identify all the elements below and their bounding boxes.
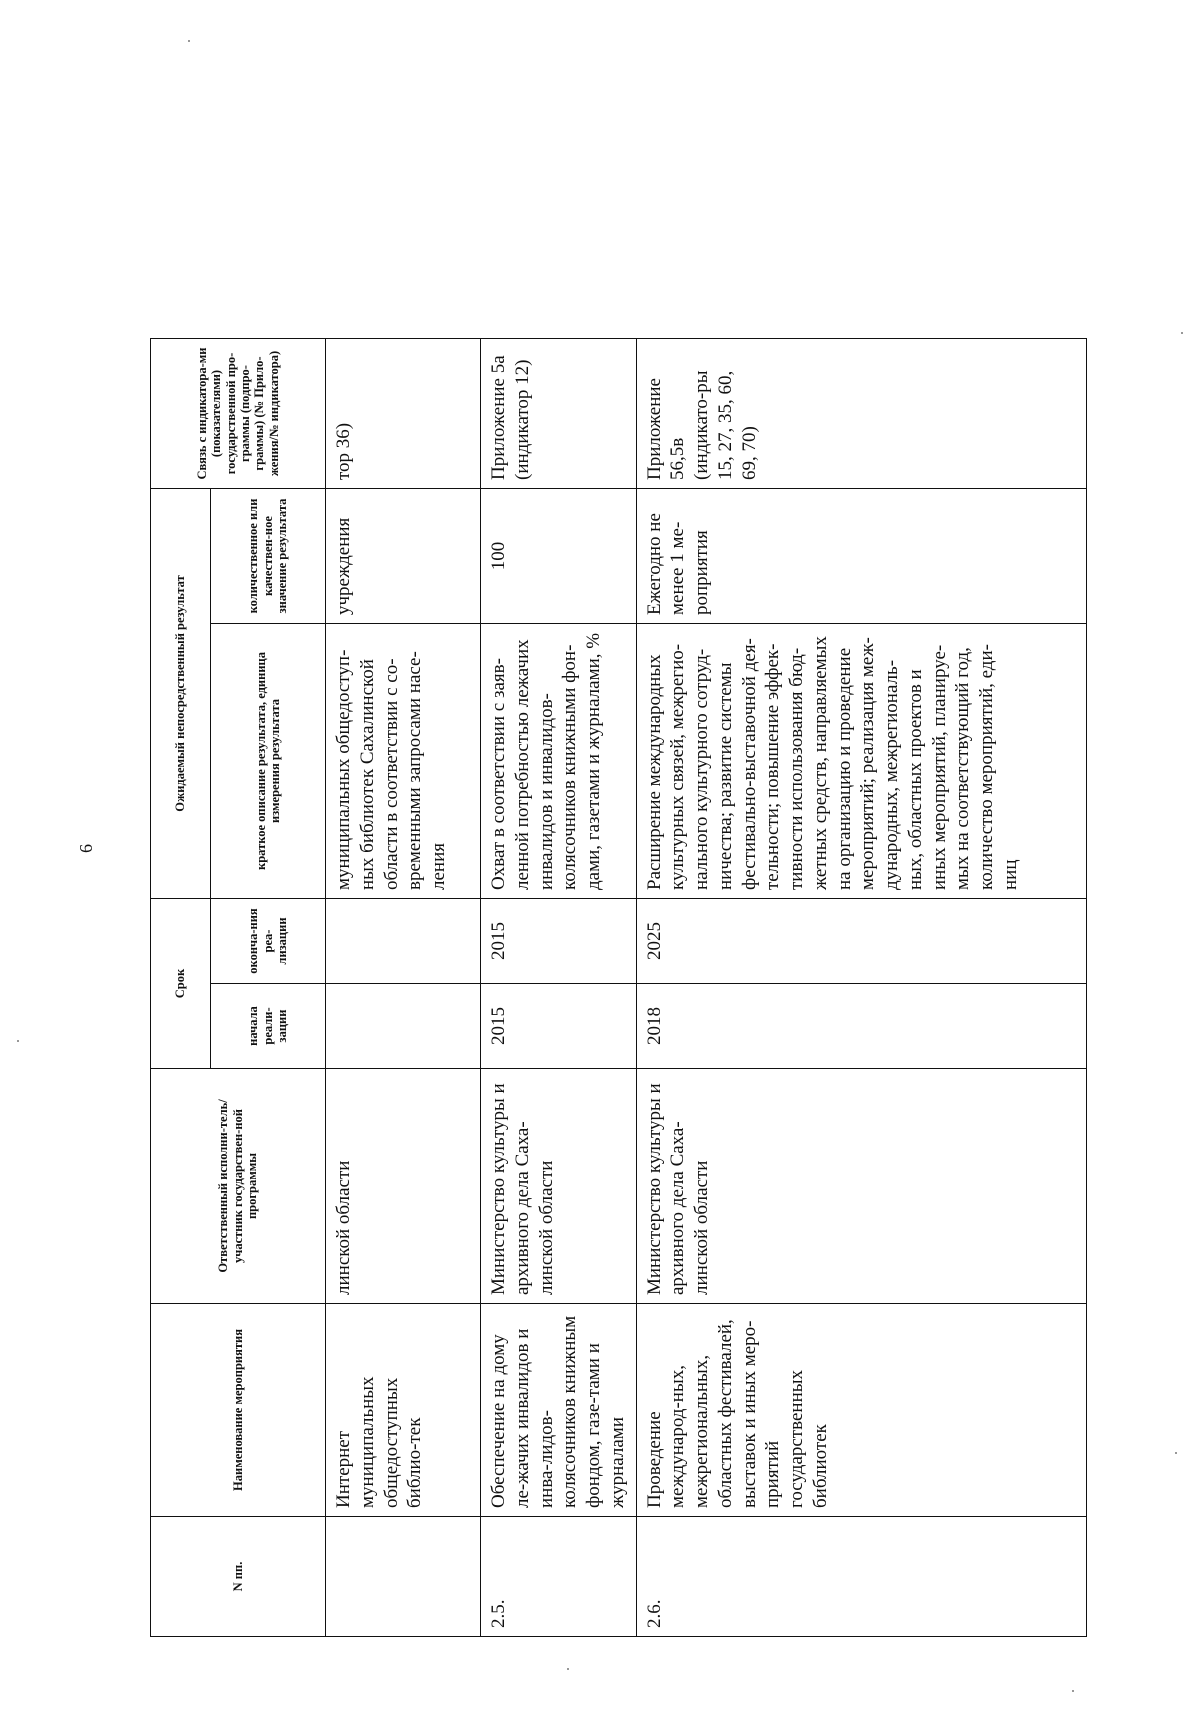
table-row xyxy=(636,94,1086,1637)
table-row xyxy=(481,94,637,1637)
table-frame xyxy=(150,94,1075,1637)
scan-speck xyxy=(17,1040,19,1042)
scan-speck xyxy=(1072,1690,1074,1692)
blank-area xyxy=(151,94,326,339)
row-num: 2.6. xyxy=(636,1517,1086,1637)
row-start: 2018 xyxy=(636,984,1086,1069)
row-link: Приложение 5а (индикатор 12) xyxy=(481,339,637,489)
row-name: Обеспечение на дому ле-жачих инвалидов и инва-лидов-колясочников книжным фондом, газе-тами и журналами xyxy=(481,1304,637,1517)
row-end: 2025 xyxy=(636,899,1086,984)
row-desc: муниципальных общедоступ-ных библиотек Сахалинской области в соответствии с со-временными запросами насе-ления xyxy=(326,624,481,899)
row-responsible: линской области xyxy=(326,1069,481,1304)
row-responsible: Министерство культуры и архивного дела Саха-линской области xyxy=(481,1069,637,1304)
header-expected-desc: краткое описание результата, единица измерения результата xyxy=(211,624,326,899)
scan-speck xyxy=(188,40,190,42)
scan-speck xyxy=(1175,1452,1177,1454)
row-name: Проведение международ-ных, межрегиональных, областных фестивалей, выставок и иных меро-приятий государственных библиотек xyxy=(636,1304,1086,1517)
row-desc: Охват в соответствии с заяв-ленной потребностью лежачих инвалидов и инвалидов-колясочников книжными фон-дами, газетами и журналами, % xyxy=(481,624,637,899)
header-responsible: Ответственный исполни-тель/участник государствен-ной программы xyxy=(151,1069,326,1304)
table-row xyxy=(326,94,481,1637)
row-num xyxy=(326,1517,481,1637)
header-term-start: начала реали-зации xyxy=(211,984,326,1069)
row-value: учреждения xyxy=(326,489,481,624)
row-link: тор 36) xyxy=(326,339,481,489)
scan-speck xyxy=(1181,332,1183,334)
row-start: 2015 xyxy=(481,984,637,1069)
row-start xyxy=(326,984,481,1069)
header-link: Связь с индикатора-ми (показателями) государственной про-граммы (подпро-граммы) (№ Прило-жения/№ индикатора) xyxy=(151,339,326,489)
page-number: 6 xyxy=(76,844,96,853)
header-expected-value: количественное или качествен-ное значение результата xyxy=(211,489,326,624)
header-term: Срок xyxy=(151,899,211,1069)
row-value: Ежегодно не менее 1 ме-роприятия xyxy=(636,489,1086,624)
row-value: 100 xyxy=(481,489,637,624)
row-end xyxy=(326,899,481,984)
row-end: 2015 xyxy=(481,899,637,984)
scan-speck xyxy=(567,1668,569,1670)
header-name: Наименование мероприятия xyxy=(151,1304,326,1517)
row-desc: Расширение международных культурных связей, межрегио-нального культурного сотруд-ничества; развитие системы фестивально-выставочной дея-тельности; повышение эффек-тивности использования бюд-жетных средств, направляемых на организацию и проведение мероприятий; реализация меж-дународных, межрегиональ-ных, областных проектов и иных мероприятий, планируе-мых на соответствующий год, количество мероприятий, еди-ниц xyxy=(636,624,1086,899)
header-num: N пп. xyxy=(151,1517,326,1637)
header-expected: Ожидаемый непосредственный результат xyxy=(151,489,211,899)
measures-table xyxy=(150,94,1087,1638)
row-num: 2.5. xyxy=(481,1517,637,1637)
header-term-end: оконча-ния реа-лизации xyxy=(211,899,326,984)
row-link: Приложение 56,5в (индикато-ры 15, 27, 35, 60, 69, 70) xyxy=(636,339,1086,489)
row-responsible: Министерство культуры и архивного дела Саха-линской области xyxy=(636,1069,1086,1304)
rotated-table-container xyxy=(150,94,1075,1637)
row-name: Интернет муниципальных общедоступных библио-тек xyxy=(326,1304,481,1517)
